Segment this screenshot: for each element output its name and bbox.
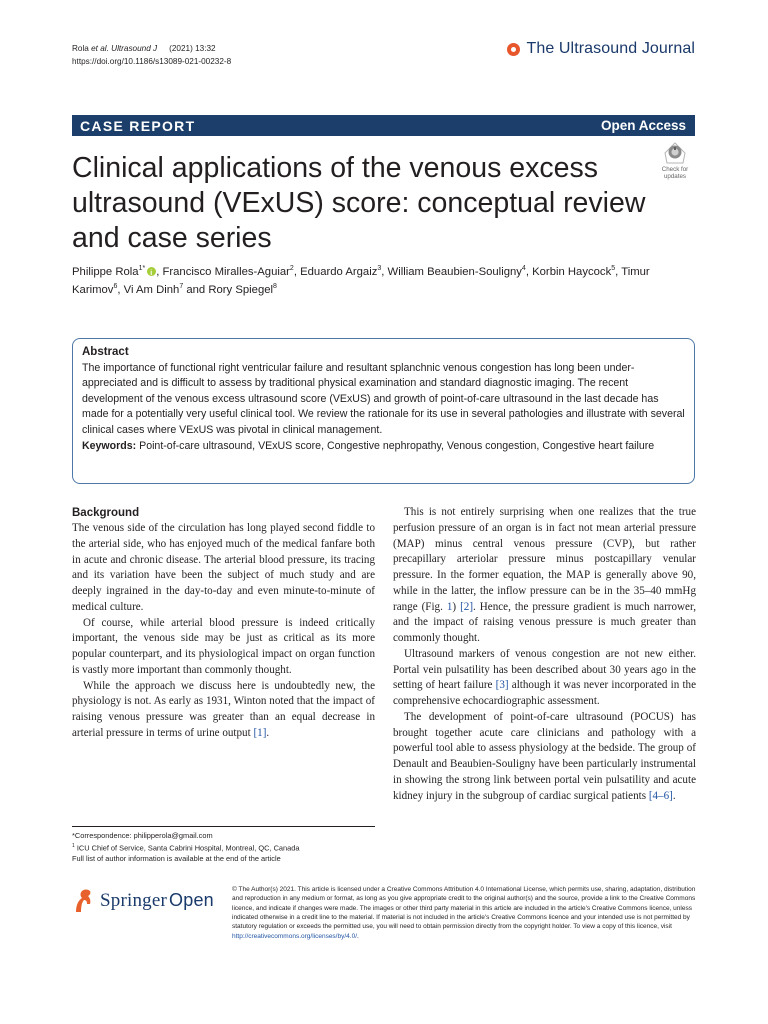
journal-logo[interactable] bbox=[507, 40, 695, 58]
check-for-updates-badge[interactable] bbox=[655, 141, 695, 180]
author-affiliation-sup: 6 bbox=[113, 283, 118, 291]
author-name: Korbin Haycock bbox=[532, 266, 612, 278]
article-type-band bbox=[72, 115, 695, 136]
author-affiliation-sup: 7 bbox=[179, 283, 184, 291]
author-affiliation-sup: 8 bbox=[273, 283, 277, 291]
author-affiliation-sup: 4 bbox=[521, 265, 526, 273]
body-paragraph: The development of point-of-care ultrasound (POCUS) has brought together acute care clinicians and pathology with a powerful tool able to assess physiology at the bedside. The group of Denault and Beaubien-Souligny have been particularly instrumental in showing the strong link between portal vein pulsatility and acute kidney injury in the subgroup of cardiac surgical patients [4–6]. bbox=[393, 710, 696, 802]
author-name: Timur Karimov bbox=[72, 266, 650, 296]
reference-link[interactable]: [4–6] bbox=[648, 789, 673, 802]
body-paragraph: The venous side of the circulation has long played second fiddle to the arterial side, who has enjoyed much of the medical fanfare both in acute and chronic disease. The arterial blood pressure, its tracing and its variation have been the subject of much study and are deeply ingrained in the day-to-day and even minute-to-minute of medical culture. bbox=[72, 522, 375, 613]
open-access-label: Open Access bbox=[600, 118, 686, 133]
reference-link[interactable]: [2] bbox=[460, 600, 474, 613]
body-paragraph: While the approach we discuss here is undoubtedly new, the physiology is not. As early as 1931, Winton noted that the impact of raising venous pressure was greater than an equal decrease in arterial pressure in terms of urine output [1]. bbox=[72, 679, 375, 739]
author-name: Rory Spiegel bbox=[208, 284, 274, 296]
license-link[interactable]: http://creativecommons.org/licenses/by/4.0/ bbox=[232, 932, 358, 940]
citation-year-volume: (2021) 13:32 bbox=[169, 44, 216, 53]
license-text: © The Author(s) 2021. This article is licensed under a Creative Commons Attribution 4.0 International License, which permits use, sharing, adaptation, distribution and reproduction in any medium or format, as long as you give appropriate credit to the original author(s) and the source, provide a link to the Creative Commons licence, and indicate if changes were made. The images or other third party material in this article are included in the article's Creative Commons licence, unless indicated otherwise in a credit line to the material. If material is not included in the article's Creative Commons licence and your intended use is not permitted by statutory regulation or exceeds the permitted use, you will need to obtain permission directly from the copyright holder. To view a copy of this licence, visit http://creativecommons.org/licenses/by/4.0/. bbox=[232, 886, 696, 940]
citation-doi-link[interactable]: https://doi.org/10.1186/s13089-021-00232-8 bbox=[72, 57, 232, 66]
body-paragraph: Of course, while arterial blood pressure is indeed critically important, the venous side may be just as critical as its more popular counterpart, and its physiological impact on organ function is vastly more important than commonly thought. bbox=[72, 616, 375, 676]
author-affiliation-sup: 3 bbox=[377, 265, 382, 273]
journal-name: The Ultrasound Journal bbox=[526, 40, 695, 57]
author-list: Philippe Rola$^{1*}$i , Francisco Miralles-Aguiar$^2$, Eduardo Argaiz$^3$, William Beaubien-Souligny$^4$, Korbin Haycock$^5$, Timur Karimov$^6$, Vi Am Dinh$^7$ and Rory Spiegel$^8$ bbox=[72, 263, 692, 299]
body-column-left bbox=[72, 505, 375, 742]
abstract-text: The importance of functional right ventricular failure and resultant splanchnic venous congestion has long been under-appreciated and is difficult to assess by traditional physical examination and standard diagnostic imaging. The recent development of the venous excess ultrasound score (VExUS) and growth of point-of-care ultrasound in the last decade has made for a potentially very useful clinical tool. We review the rationale for its use in several pathologies and illustrate with several clinical cases where VExUS was pivotal in clinical management. bbox=[82, 362, 685, 436]
author-affiliation-sup: 2 bbox=[289, 265, 294, 273]
article-type-label: CASE REPORT bbox=[80, 117, 196, 134]
publisher-name: Springer Open bbox=[100, 890, 214, 911]
author-name: Francisco Miralles-Aguiar bbox=[162, 266, 290, 278]
orcid-icon[interactable] bbox=[147, 267, 156, 276]
author-name: William Beaubien-Souligny bbox=[387, 266, 522, 278]
reference-link[interactable]: [3] bbox=[495, 679, 509, 692]
springer-horse-icon bbox=[72, 888, 94, 914]
check-updates-line1: Check for bbox=[661, 166, 689, 173]
check-updates-icon bbox=[661, 141, 689, 165]
author-affiliation-sup: 5 bbox=[611, 265, 616, 273]
citation-journal: Ultrasound J bbox=[108, 44, 158, 53]
journal-logo-icon bbox=[507, 43, 520, 56]
author-info-note: Full list of author information is available at the end of the article bbox=[72, 854, 281, 864]
reference-link[interactable]: [1] bbox=[253, 726, 267, 739]
article-title: Clinical applications of the venous excess ultrasound (VExUS) score: conceptual review and case series bbox=[72, 152, 646, 254]
keywords-label: Keywords: bbox=[82, 440, 137, 453]
keywords-list: Point-of-care ultrasound, VExUS score, Congestive nephropathy, Venous congestion, Congestive heart failure bbox=[139, 440, 655, 453]
body-paragraph: This is not entirely surprising when one realizes that the true perfusion pressure of an organ is in fact not mean arterial pressure (MAP) minus central venous pressure (CVP), but rather precapillary arteriolar pressure minus postcapillary venular pressure. In the former equation, the MAP is generally above 90, while in the latter, the inflow pressure can be in the 35–40 mmHg range (Fig. 1) [2]. Hence, the pressure gradient is much narrower, and the impact of raising venous pressure is much greater than commonly thought. bbox=[393, 506, 696, 644]
author-name: Eduardo Argaiz bbox=[300, 266, 378, 278]
citation-block bbox=[72, 42, 231, 68]
citation-authors: Rola bbox=[72, 44, 92, 53]
figure-link[interactable]: 1 bbox=[446, 600, 453, 613]
correspondence-note: *Correspondence: philipperola@gmail.com bbox=[72, 831, 213, 840]
body-column-right bbox=[393, 505, 696, 804]
abstract-box bbox=[72, 338, 695, 484]
check-updates-line2: updates bbox=[663, 173, 687, 180]
keywords bbox=[82, 439, 685, 454]
body-paragraph: Ultrasound markers of venous congestion are not new either. Portal vein pulsatility has been described about 30 years ago in the setting of heart failure [3] although it was never incorporated in the comprehensive echocardiographic assessment. bbox=[393, 647, 696, 707]
abstract-heading: Abstract bbox=[82, 346, 129, 358]
author-name: Vi Am Dinh bbox=[123, 284, 180, 296]
citation-etal: et al. bbox=[91, 44, 109, 53]
section-heading-background: Background bbox=[72, 507, 140, 519]
publisher-logo[interactable] bbox=[72, 888, 214, 914]
author-name: Philippe Rola bbox=[72, 266, 139, 278]
footnotes bbox=[72, 826, 375, 864]
author-affiliation-sup: 1* bbox=[138, 265, 146, 273]
affiliation-note: $^1$ ICU Chief of Service, Santa Cabrini Hospital, Montreal, QC, Canada bbox=[72, 843, 300, 853]
